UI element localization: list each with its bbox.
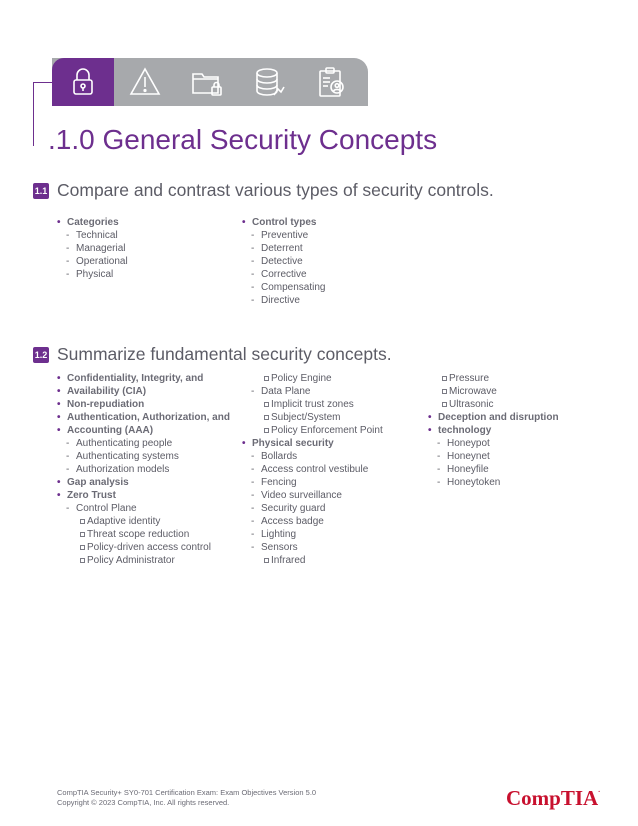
sub-list-item: Ultrasonic <box>428 398 559 411</box>
sub-list-item: Policy Enforcement Point <box>250 424 383 437</box>
footer <box>57 788 316 807</box>
sub-list-item: Infrared <box>250 554 383 567</box>
list-heading: • Physical security <box>242 437 383 450</box>
list-item: - Security guard <box>250 502 383 515</box>
concepts-column-2 <box>250 372 383 567</box>
list-item: - Honeytoken <box>428 476 559 489</box>
list-heading: • Categories <box>57 216 128 229</box>
objective-title: Summarize fundamental security concepts. <box>57 344 392 364</box>
list-heading: • Gap analysis <box>57 476 230 489</box>
comptia-logo <box>506 786 600 811</box>
list-item: - Sensors <box>250 541 383 554</box>
footer-exam-line: CompTIA Security+ SY0-701 Certification Exam: Exam Objectives Version 5.0 <box>57 788 317 797</box>
list-item: - Physical <box>57 268 128 281</box>
list-item: - Control Plane <box>57 502 230 515</box>
concepts-column-3 <box>428 372 559 489</box>
list-heading-text: technology <box>438 425 492 436</box>
sub-list-item: Adaptive identity <box>57 515 230 528</box>
warning-icon <box>128 65 162 99</box>
list-heading: • Control types <box>242 216 325 229</box>
list-item: - Detective <box>242 255 325 268</box>
list-item: - Technical <box>57 229 128 242</box>
list-heading: • Zero Trust <box>57 489 230 502</box>
sub-list-item: Policy Administrator <box>57 554 230 567</box>
folder-lock-icon <box>190 65 224 99</box>
logo-mark: . <box>598 786 600 794</box>
list-heading-continued <box>428 424 559 437</box>
sub-list-item: Policy Engine <box>250 372 383 385</box>
sub-list-item: Implicit trust zones <box>250 398 383 411</box>
list-item: - Honeyfile <box>428 463 559 476</box>
tab-architecture[interactable] <box>176 58 238 106</box>
list-heading: • Non-repudiation <box>57 398 230 411</box>
categories-list <box>57 216 128 281</box>
list-item: - Bollards <box>250 450 383 463</box>
domain-tab-bar <box>52 58 368 106</box>
tab-program-management[interactable] <box>300 58 362 106</box>
list-item: - Data Plane <box>250 385 383 398</box>
objective-1-2-header <box>33 344 392 365</box>
list-item: - Managerial <box>57 242 128 255</box>
list-heading: • Authentication, Authorization, and <box>57 411 230 424</box>
list-item: - Authenticating systems <box>57 450 230 463</box>
sub-list-item: Subject/System <box>250 411 383 424</box>
page-title: .1.0 General Security Concepts <box>48 124 438 155</box>
list-item: - Authorization models <box>57 463 230 476</box>
list-heading: • Confidentiality, Integrity, and <box>57 372 230 385</box>
logo-text: CompTIA <box>506 786 599 810</box>
list-heading-continued <box>57 385 230 398</box>
list-item: - Lighting <box>250 528 383 541</box>
list-item: - Directive <box>242 294 325 307</box>
objective-1-1-header <box>33 180 494 201</box>
sub-list-item: Policy-driven access control <box>57 541 230 554</box>
list-item: - Preventive <box>242 229 325 242</box>
control-types-list <box>242 216 325 307</box>
objective-title: Compare and contrast various types of security controls. <box>57 180 494 200</box>
list-item: - Fencing <box>250 476 383 489</box>
tab-general-security[interactable] <box>52 58 114 106</box>
clipboard-user-icon <box>314 65 348 99</box>
sub-list-item: Pressure <box>428 372 559 385</box>
tab-threats[interactable] <box>114 58 176 106</box>
list-heading-text: Accounting (AAA) <box>67 425 154 436</box>
lock-icon <box>66 65 100 99</box>
list-item: - Video surveillance <box>250 489 383 502</box>
objective-number: 1.1 <box>33 183 49 199</box>
list-item: - Access control vestibule <box>250 463 383 476</box>
tab-operations[interactable] <box>238 58 300 106</box>
objective-number: 1.2 <box>33 347 49 363</box>
footer-copyright: Copyright © 2023 CompTIA, Inc. All rights reserved. <box>57 797 230 807</box>
list-item: - Honeynet <box>428 450 559 463</box>
list-heading-text: Availability (CIA) <box>67 386 147 397</box>
list-heading-continued <box>57 424 230 437</box>
concepts-column-1 <box>57 372 230 567</box>
sub-list-item: Microwave <box>428 385 559 398</box>
list-item: - Operational <box>57 255 128 268</box>
list-item: - Access badge <box>250 515 383 528</box>
sub-list-item: Threat scope reduction <box>57 528 230 541</box>
database-icon <box>252 65 286 99</box>
list-heading: • Deception and disruption <box>428 411 559 424</box>
list-item: - Deterrent <box>242 242 325 255</box>
list-item: - Honeypot <box>428 437 559 450</box>
list-item: - Authenticating people <box>57 437 230 450</box>
list-item: - Compensating <box>242 281 325 294</box>
list-item: - Corrective <box>242 268 325 281</box>
